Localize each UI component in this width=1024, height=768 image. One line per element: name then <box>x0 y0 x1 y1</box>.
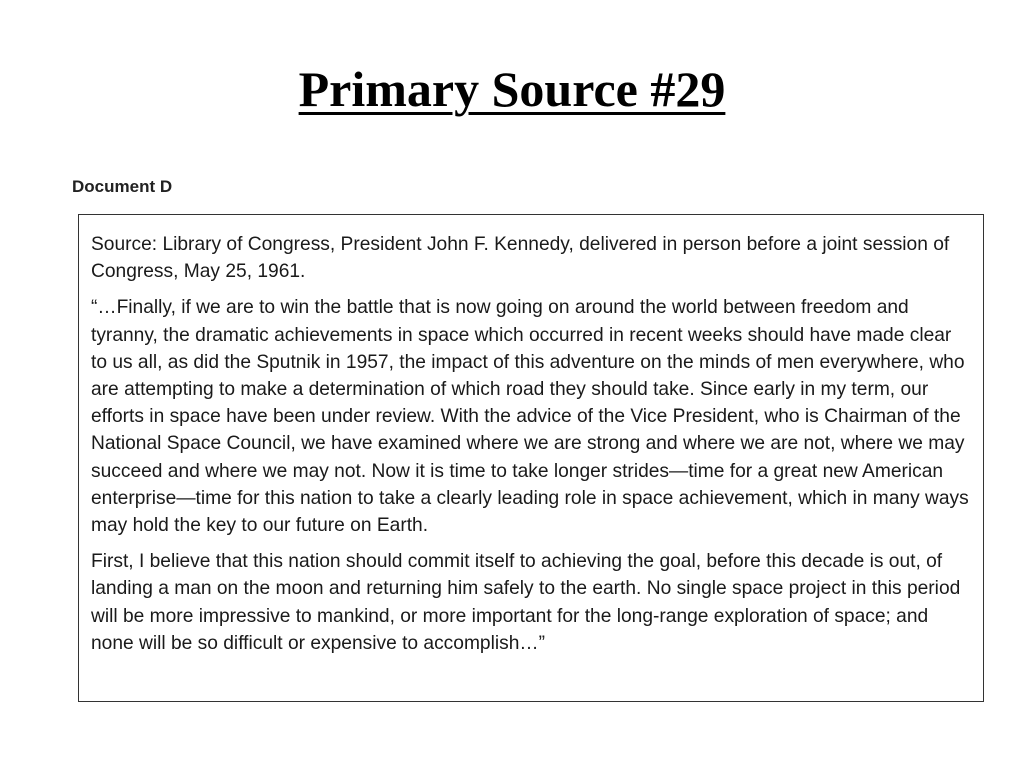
document-label: Document D <box>72 177 173 196</box>
document-paragraph-1: “…Finally, if we are to win the battle that is now going on around the world between freedom and tyranny, the dramatic achievements in space which occurred in recent weeks should have made clear to us all, as did the Sputnik in 1957, the impact of this adventure on the minds of men everywhere, who are attempting to make a determination of which road they should take. Since early in my term, our efforts in space have been under review. With the advice of the Vice President, who is Chairman of the National Space Council, we have examined where we are strong and where we are not, where we may succeed and where we may not. Now it is time to take longer strides—time for a great new American enterprise—time for this nation to take a clearly leading role in space achievement, which in many ways may hold the key to our future on Earth. <box>91 297 969 537</box>
slide-title-text: Primary Source #29 <box>298 61 726 117</box>
document-source: Source: Library of Congress, President John F. Kennedy, delivered in person before a joint session of Congress, May 25, 1961. <box>91 234 950 283</box>
slide-title <box>0 62 1024 117</box>
document-box <box>78 214 984 702</box>
document-paragraph-2: First, I believe that this nation should commit itself to achieving the goal, before this decade is out, of landing a man on the moon and returning him safely to the earth. No single space project in this period will be more impressive to mankind, or more important for the long-range exploration of space; and none will be so difficult or expensive to accomplish…” <box>91 551 961 654</box>
